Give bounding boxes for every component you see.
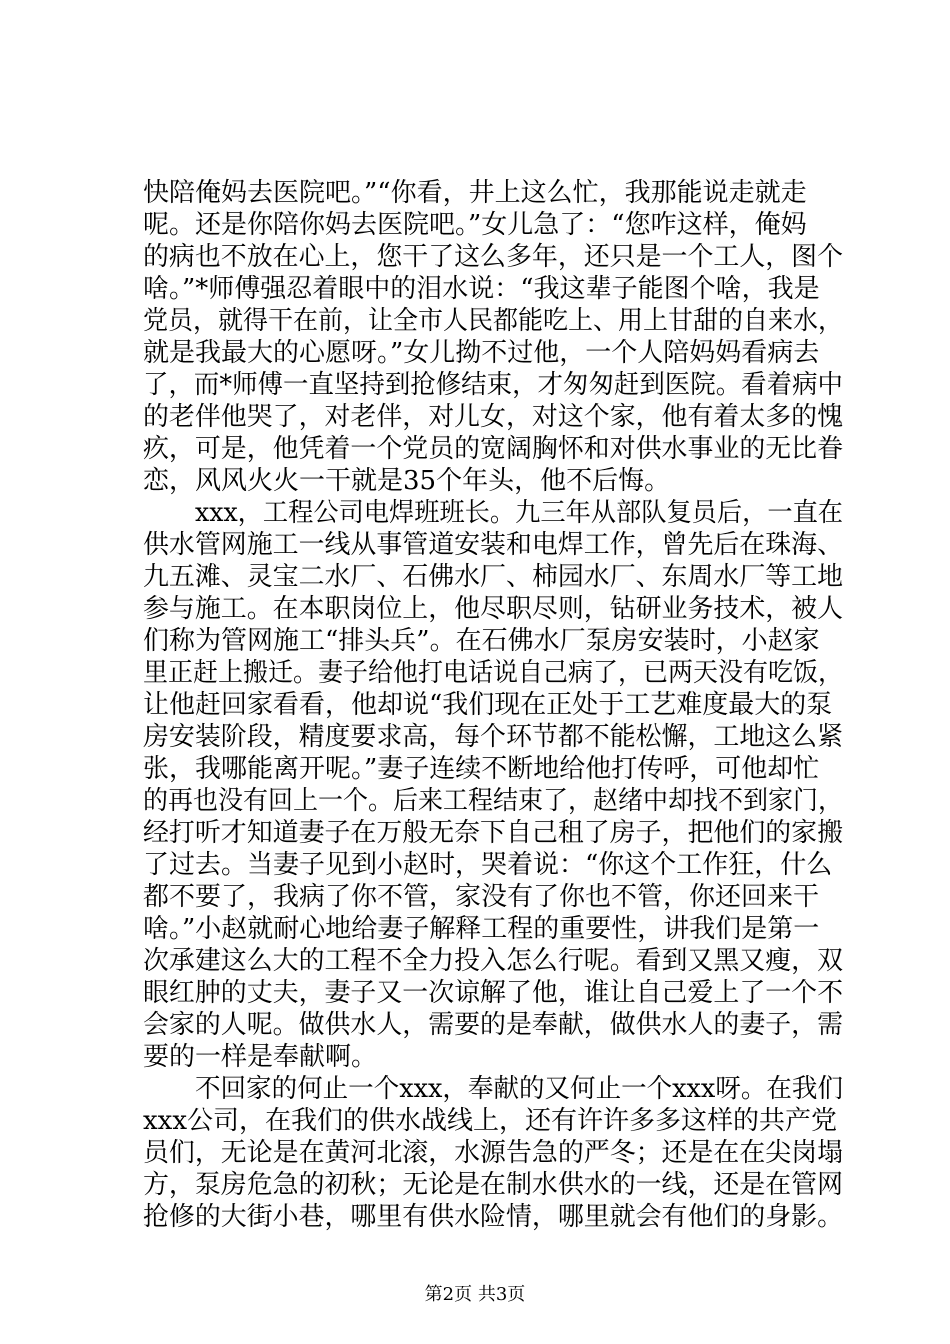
- text-line: 经打听才知道妻子在万般无奈下自己租了房子，把他们的家搬: [143, 818, 844, 848]
- text-line: 员们，无论是在黄河北滚，水源告急的严冬；还是在在尖岗塌: [143, 1138, 844, 1168]
- text-line: xxx公司，在我们的供水战线上，还有许许多多这样的共产党: [143, 1106, 837, 1136]
- text-line: 抢修的大街小巷，哪里有供水险情，哪里就会有他们的身影。: [143, 1202, 844, 1232]
- text-line: 了，而*师傅一直坚持到抢修结束，才匆匆赶到医院。看着病中: [143, 370, 844, 400]
- text-line: 啥。”小赵就耐心地给妻子解释工程的重要性，讲我们是第一: [143, 914, 820, 944]
- page-number-footer: 第2页 共3页: [424, 1284, 526, 1305]
- text-line: 疚，可是，他凭着一个党员的宽阔胸怀和对供水事业的无比眷: [143, 434, 844, 464]
- text-line: 里正赶上搬迁。妻子给他打电话说自己病了，已两天没有吃饭，: [143, 658, 843, 688]
- text-line: 让他赶回家看看，他却说“我们现在正处于工艺难度最大的泵: [143, 690, 833, 720]
- text-line: 的病也不放在心上，您干了这么多年，还只是一个工人，图个: [143, 242, 844, 272]
- text-line: 们称为管网施工“排头兵”。在石佛水厂泵房安装时，小赵家: [143, 626, 820, 656]
- text-line: 供水管网施工一线从事管道安装和电焊工作，曾先后在珠海、: [143, 530, 844, 560]
- text-line: 九五滩、灵宝二水厂、石佛水厂、柿园水厂、东周水厂等工地: [143, 562, 844, 592]
- text-line: 方，泵房危急的初秋；无论是在制水供水的一线，还是在管网: [143, 1170, 844, 1200]
- text-line: 的再也没有回上一个。后来工程结束了，赵绪中却找不到家门，: [143, 786, 843, 816]
- text-line: 恋，风风火火一干就是35个年头，他不后悔。: [143, 466, 671, 496]
- text-line: 次承建这么大的工程不全力投入怎么行呢。看到又黑又瘦，双: [143, 946, 844, 976]
- text-line: 张，我哪能离开呢。”妻子连续不断地给他打传呼，可他却忙: [143, 754, 820, 784]
- text-line: 了过去。当妻子见到小赵时，哭着说：“你这个工作狂，什么: [143, 850, 833, 880]
- paragraph-start-line: 不回家的何止一个xxx，奉献的又何止一个xxx呀。在我们: [195, 1074, 843, 1104]
- text-line: 快陪俺妈去医院吧。”“你看，井上这么忙，我那能说走就走: [143, 178, 807, 208]
- text-line: 呢。还是你陪你妈去医院吧。”女儿急了：“您咋这样，俺妈: [143, 210, 807, 240]
- text-line: 眼红肿的丈夫，妻子又一次谅解了他，谁让自己爱上了一个不: [143, 978, 844, 1008]
- text-line: 的老伴他哭了，对老伴，对儿女，对这个家，他有着太多的愧: [143, 402, 844, 432]
- text-line: 会家的人呢。做供水人，需要的是奉献，做供水人的妻子，需: [143, 1010, 844, 1040]
- text-line: 参与施工。在本职岗位上，他尽职尽则，钻研业务技术，被人: [143, 594, 844, 624]
- paragraph-start-line: xxx，工程公司电焊班班长。九三年从部队复员后，一直在: [195, 498, 844, 528]
- text-line: 啥。”*师傅强忍着眼中的泪水说：“我这辈子能图个啥，我是: [143, 274, 820, 304]
- text-line: 要的一样是奉献啊。: [143, 1042, 378, 1072]
- text-line: 房安装阶段，精度要求高，每个环节都不能松懈，工地这么紧: [143, 722, 844, 752]
- text-line: 党员，就得干在前，让全市人民都能吃上、用上甘甜的自来水，: [143, 306, 843, 336]
- text-line: 就是我最大的心愿呀。”女儿拗不过他，一个人陪妈妈看病去: [143, 338, 820, 368]
- text-line: 都不要了，我病了你不管，家没有了你也不管，你还回来干: [143, 882, 820, 912]
